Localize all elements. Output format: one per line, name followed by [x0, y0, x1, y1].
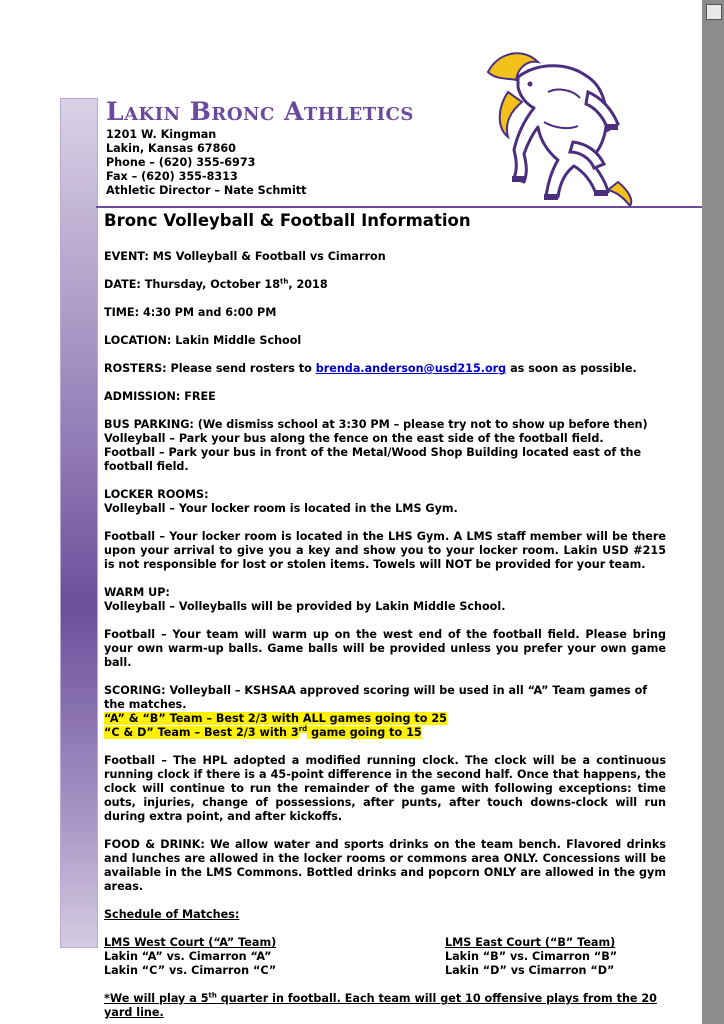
admission-line: [104, 390, 666, 404]
rosters-text-b: as soon as possible.: [506, 362, 637, 375]
organization-title: Lakin Bronc Athletics: [106, 97, 414, 126]
schedule-label: Schedule of Matches:: [104, 908, 240, 921]
note-text-b: quarter in football. Each team will get 10 offensive plays from the 20 yard line.: [104, 992, 657, 1019]
address-line-2: Lakin, Kansas 67860: [106, 142, 236, 155]
time-value: 4:30 PM and 6:00 PM: [139, 306, 277, 319]
event-value: MS Volleyball & Football vs Cimarron: [148, 250, 386, 263]
locker-football: Football – Your locker room is located in the LHS Gym. A LMS staff member will be there upon your arrival to give you a key and show you to your locker room. Lakin USD #215 is not responsible for lost or stolen items. Towels will NOT be provided for your team.: [104, 530, 666, 571]
date-label: DATE:: [104, 278, 141, 291]
document-body: [104, 211, 666, 1020]
converter-watermark-strip: [702, 0, 724, 1024]
rosters-line: [104, 362, 666, 376]
east-match-2: Lakin “D” vs Cimarron “D”: [445, 964, 615, 977]
locker-rooms-section: [104, 488, 666, 516]
scoring-label: SCORING:: [104, 684, 166, 697]
food-drink-section: [104, 838, 666, 894]
warm-up-section: [104, 586, 666, 614]
converter-logo-icon: [706, 4, 722, 20]
date-sup: th: [280, 277, 289, 286]
scoring-highlight-2b: game going to 15: [307, 726, 422, 739]
rosters-label: ROSTERS:: [104, 362, 167, 375]
scoring-football: Football – The HPL adopted a modified running clock. The clock will be a continuous running clock if there is a 45-point difference in the second half. Once that happens, the clock will continue to run the remainder of the game with following exceptions: time outs, injuries, change of possessions, after punts, after touch downs-clock will run during extra point, and after kickoffs.: [104, 754, 666, 823]
food-label: FOOD & DRINK:: [104, 838, 205, 851]
warm-volleyball: Volleyball – Volleyballs will be provided by Lakin Middle School.: [104, 600, 506, 613]
time-label: TIME:: [104, 306, 140, 319]
east-court-column: [445, 936, 665, 978]
food-value: We allow water and sports drinks on the team bench. Flavored drinks and lunches are allowed in the locker rooms or commons area ONLY. Concessions will be available in the LMS Commons. Bottled drinks and popcorn ONLY are allowed in the gym areas.: [104, 838, 666, 893]
bus-value: (We dismiss school at 3:30 PM – please try not to show up before then): [193, 418, 648, 431]
rosters-email-link[interactable]: brenda.anderson@usd215.org: [315, 362, 507, 375]
location-label: LOCATION:: [104, 334, 172, 347]
scoring-highlight-1: “A” & “B” Team – Best 2/3 with ALL games going to 25: [104, 712, 447, 725]
date-value-a: Thursday, October 18: [140, 278, 280, 291]
note-sup: th: [208, 991, 217, 1000]
east-match-1: Lakin “B” vs. Cimarron “B”: [445, 950, 618, 963]
scoring-value: Volleyball – KSHSAA approved scoring will be used in all “A” Team games of the matches.: [104, 684, 648, 711]
scoring-section: [104, 684, 666, 740]
east-court-heading: LMS East Court (“B” Team): [445, 936, 616, 949]
scoring-highlight-sup: rd: [298, 725, 308, 734]
warm-label: WARM UP:: [104, 586, 170, 599]
admission-label: ADMISSION:: [104, 390, 181, 403]
bus-football: Football – Park your bus in front of the Metal/Wood Shop Building located east of the football field.: [104, 446, 642, 473]
fifth-quarter-note: [104, 992, 666, 1020]
fax-line: Fax – (620) 355-8313: [106, 170, 238, 183]
rosters-text-a: Please send rosters to: [166, 362, 316, 375]
schedule-columns: [104, 936, 666, 978]
location-value: Lakin Middle School: [171, 334, 302, 347]
event-line: [104, 250, 666, 264]
note-text-a: *We will play a 5: [104, 992, 209, 1005]
date-value-b: , 2018: [288, 278, 328, 291]
bus-parking-section: [104, 418, 666, 474]
scoring-highlight-2a: “C & D” Team – Best 2/3 with 3: [104, 726, 299, 739]
athletic-director-line: Athletic Director – Nate Schmitt: [106, 184, 307, 197]
address-line-1: 1201 W. Kingman: [106, 128, 217, 141]
time-line: [104, 306, 666, 320]
locker-label: LOCKER ROOMS:: [104, 488, 209, 501]
contact-block: [106, 128, 306, 198]
bus-volleyball: Volleyball – Park your bus along the fence on the east side of the football field.: [104, 432, 604, 445]
admission-value: FREE: [180, 390, 216, 403]
phone-line: Phone – (620) 355-6973: [106, 156, 256, 169]
locker-volleyball: Volleyball – Your locker room is located in the LMS Gym.: [104, 502, 458, 515]
event-label: EVENT:: [104, 250, 149, 263]
location-line: [104, 334, 666, 348]
date-line: [104, 278, 666, 292]
west-court-heading: LMS West Court (“A” Team): [104, 936, 277, 949]
warm-football: Football – Your team will warm up on the west end of the football field. Please bring your own warm-up balls. Game balls will be provided unless you prefer your own game ball.: [104, 628, 666, 669]
west-match-1: Lakin “A” vs. Cimarron “A”: [104, 950, 272, 963]
west-court-column: [104, 936, 445, 978]
header-divider: [96, 206, 702, 208]
west-match-2: Lakin “C” vs. Cimarron “C”: [104, 964, 277, 977]
document-heading: Bronc Volleyball & Football Information: [104, 211, 471, 230]
bronc-horse-logo-icon: [478, 32, 638, 207]
bus-label: BUS PARKING:: [104, 418, 194, 431]
decorative-sidebar: [60, 98, 98, 948]
